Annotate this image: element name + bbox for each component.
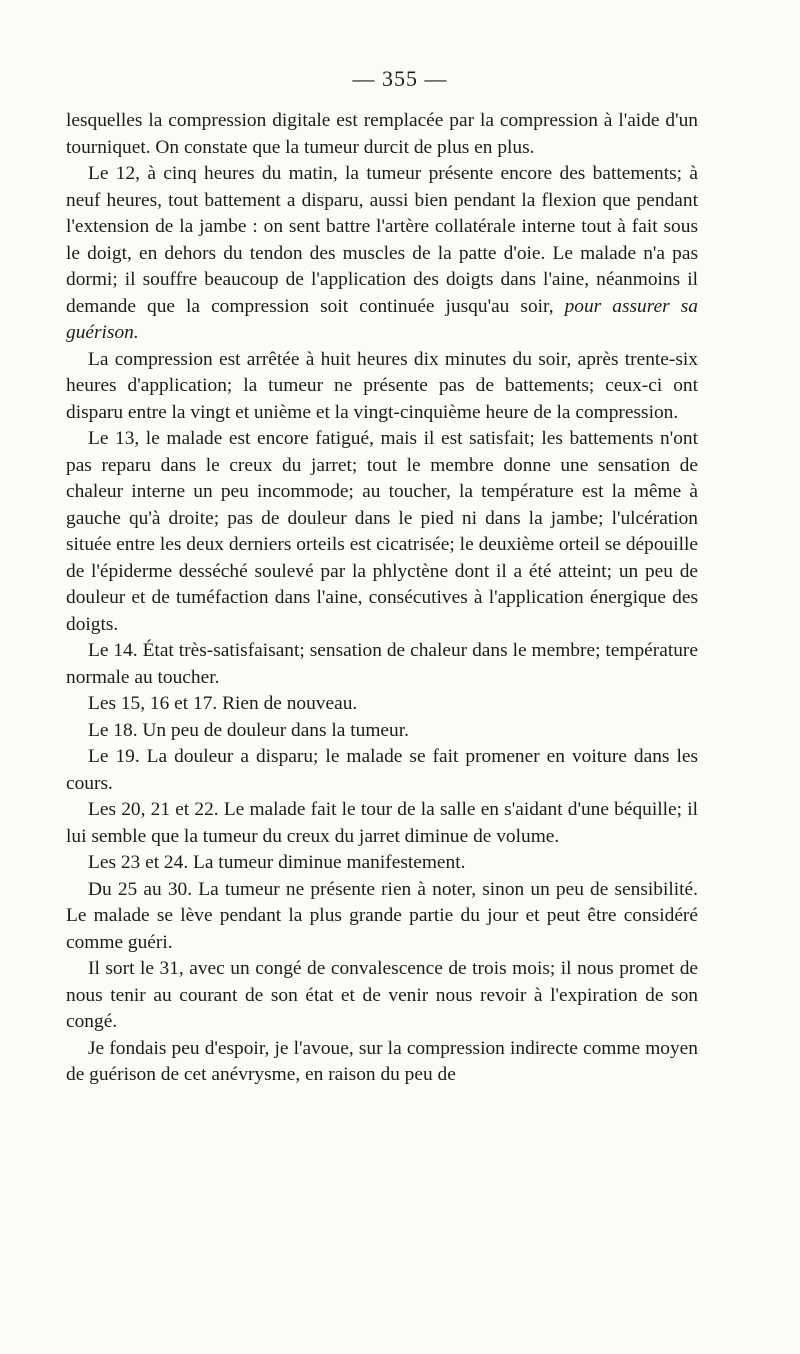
page-number: — 355 — [352,66,448,91]
body-text [66,108,698,1089]
paragraph: Le 19. La douleur a disparu; le malade se fait promener en voiture dans les cours. [66,746,698,794]
paragraph: Les 23 et 24. La tumeur diminue manifestement. [88,852,466,873]
paragraph: La compression est arrêtée à huit heures dix minutes du soir, après trente-six heures d'application; la tumeur ne présente pas de battements; ceux-ci ont disparu entre la vingt et unième et la vingt-cinquième heure de la compression. [66,348,698,423]
paragraph: Le 12, à cinq heures du matin, la tumeur présente encore des battements; à neuf heures, tout battement a disparu, aussi bien pendant la flexion que pendant l'extension de la jambe : on sent battre l'artère collatérale interne tout à fait sous le doigt, en dehors du tendon des muscles de la patte d'oie. Le malade n'a pas dormi; il souffre beaucoup de l'application des doigts dans l'aine, néanmoins il demande que la compression soit continuée jusqu'au soir, pour assurer sa guérison. [66,163,698,343]
paragraph: Du 25 au 30. La tumeur ne présente rien à noter, sinon un peu de sensibilité. Le malade se lève pendant la plus grande partie du jour et peut être considéré comme guéri. [66,878,698,953]
paragraph: lesquelles la compression digitale est remplacée par la compression à l'aide d'un tourniquet. On constate que la tumeur durcit de plus en plus. [66,110,698,158]
italic-emphasis: pour assurer sa guérison. [66,295,698,343]
paragraph: Le 18. Un peu de douleur dans la tumeur. [88,719,409,741]
paragraph: Le 14. État très-satisfaisant; sensation de chaleur dans le membre; température normale au toucher. [66,640,698,688]
paragraph: Les 20, 21 et 22. Le malade fait le tour de la salle en s'aidant d'une béquille; il lui semble que la tumeur du creux du jarret diminue de volume. [66,799,698,847]
paragraph: Les 15, 16 et 17. Rien de nouveau. [88,693,358,714]
paragraph: Il sort le 31, avec un congé de convalescence de trois mois; il nous promet de nous tenir au courant de son état et de venir nous revoir à l'expiration de son congé. [66,958,698,1032]
paragraph: Le 13, le malade est encore fatigué, mais il est satisfait; les battements n'ont pas reparu dans le creux du jarret; tout le membre donne une sensation de chaleur interne un peu incommode; au toucher, la température est la même à gauche qu'à droite; pas de douleur dans le pied ni dans la jambe; l'ulcération située entre les deux derniers orteils est cicatrisée; le deuxième orteil se dépouille de l'épiderme desséché soulevé par la phlyctène dont il a été atteint; un peu de douleur et de tuméfaction dans l'aine, consécutives à l'application énergique des doigts. [66,428,698,635]
paragraph: Je fondais peu d'espoir, je l'avoue, sur la compression indirecte comme moyen de guérison de cet anévrysme, en raison du peu de [66,1037,698,1085]
